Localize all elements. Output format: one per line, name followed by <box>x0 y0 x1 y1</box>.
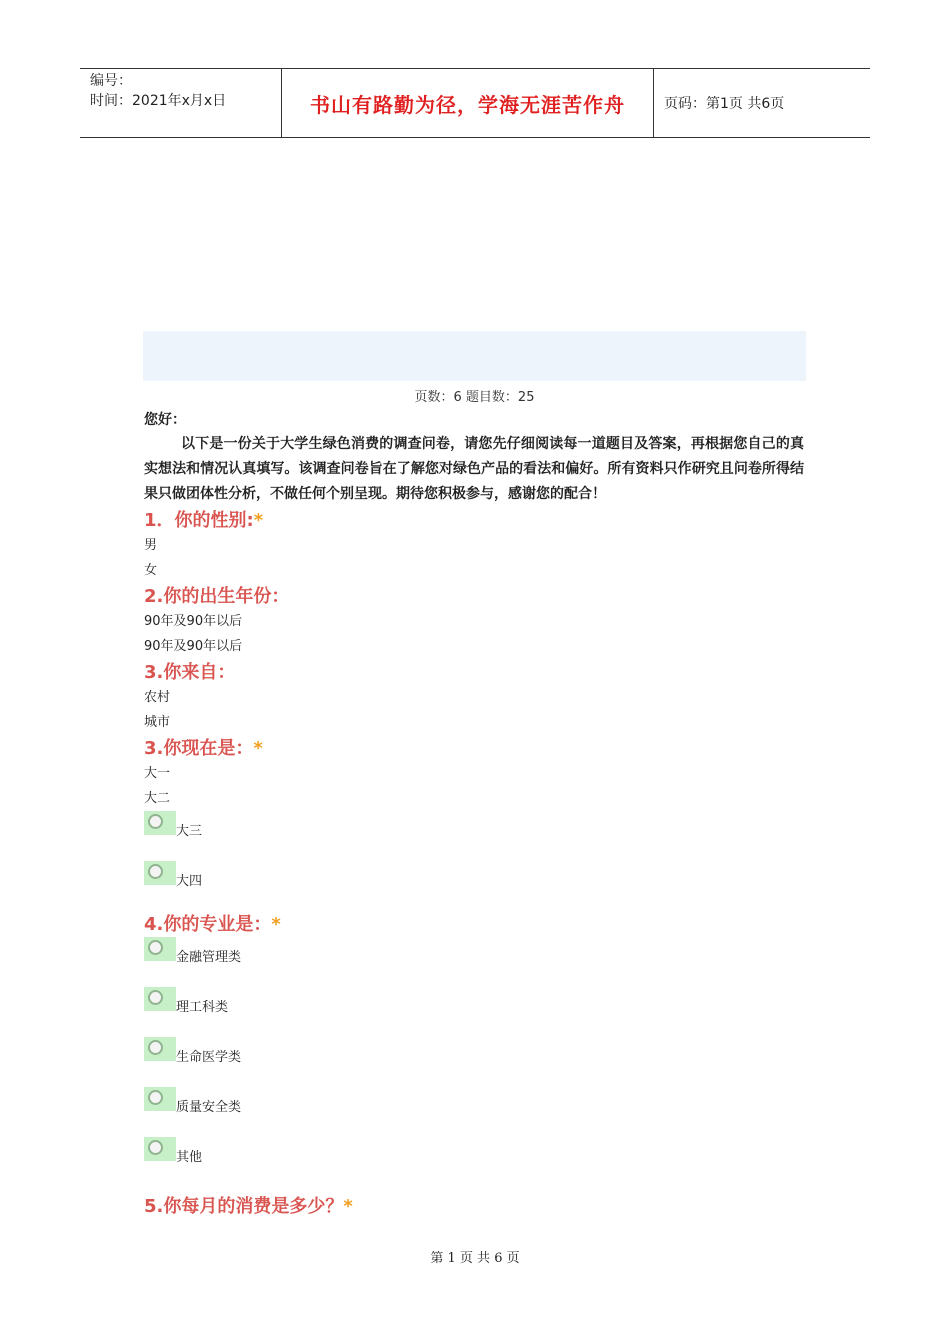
radio-option[interactable] <box>144 1037 804 1087</box>
radio-label: 生命医学类 <box>176 1050 242 1065</box>
required-star: * <box>271 914 281 935</box>
page-code: 页码：第1页 共6页 <box>664 96 785 112</box>
option-label[interactable]: 90年及90年以后 <box>144 639 243 654</box>
survey-banner <box>143 331 806 381</box>
radio-label: 质量安全类 <box>176 1100 242 1115</box>
header-info <box>80 69 282 137</box>
required-star: * <box>343 1196 353 1217</box>
question-title: 4.你的专业是：* <box>144 914 281 935</box>
option-label[interactable]: 女 <box>144 563 158 578</box>
radio-option[interactable] <box>144 811 804 861</box>
option-label[interactable]: 城市 <box>144 715 171 730</box>
radio-icon[interactable] <box>144 987 176 1011</box>
radio-label: 其他 <box>176 1150 203 1165</box>
header-page-cell <box>654 69 870 137</box>
question-title: 1．你的性别:* <box>144 510 264 531</box>
question-title: 3.你来自： <box>144 662 236 683</box>
survey-content <box>144 408 804 1219</box>
survey-meta: 页数：6 题目数：25 <box>414 390 535 405</box>
question-2 <box>144 584 804 659</box>
radio-option[interactable] <box>144 1087 804 1137</box>
required-star: * <box>253 738 263 759</box>
greeting: 您好： <box>144 412 186 428</box>
radio-option[interactable] <box>144 937 804 987</box>
radio-option[interactable] <box>144 861 804 911</box>
radio-label: 理工科类 <box>176 1000 229 1015</box>
page-header <box>80 68 870 138</box>
option-label[interactable]: 农村 <box>144 690 171 705</box>
option-label[interactable]: 大二 <box>144 791 171 806</box>
question-6 <box>144 1194 804 1219</box>
question-5 <box>144 912 804 1187</box>
radio-icon[interactable] <box>144 811 176 835</box>
page-footer: 第 1 页 共 6 页 <box>430 1251 520 1266</box>
question-title: 2.你的出生年份： <box>144 586 290 607</box>
radio-icon[interactable] <box>144 937 176 961</box>
motto: 书山有路勤为径，学海无涯苦作舟 <box>310 92 625 117</box>
radio-label: 金融管理类 <box>176 950 242 965</box>
option-label[interactable]: 大一 <box>144 766 171 781</box>
required-star: * <box>253 510 264 531</box>
radio-icon[interactable] <box>144 1037 176 1061</box>
radio-icon[interactable] <box>144 1087 176 1111</box>
radio-icon[interactable] <box>144 1137 176 1161</box>
time-label: 时间：2021年x月x日 <box>90 93 227 109</box>
intro-paragraph: 以下是一份关于大学生绿色消费的调查问卷，请您先仔细阅读每一道题目及答案，再根据您自己的真实想法和情况认真填写。该调查问卷旨在了解您对绿色产品的看法和偏好。所有资料只作研究且问卷所得结果只做团体性分析，不做任何个别呈现。期待您积极参与，感谢您的配合！ <box>144 436 804 502</box>
question-3 <box>144 660 804 735</box>
radio-label: 大三 <box>176 824 203 839</box>
radio-option[interactable] <box>144 987 804 1037</box>
option-label[interactable]: 男 <box>144 538 158 553</box>
radio-icon[interactable] <box>144 861 176 885</box>
radio-option[interactable] <box>144 1137 804 1187</box>
option-label[interactable]: 90年及90年以后 <box>144 614 243 629</box>
question-4 <box>144 736 804 911</box>
radio-label: 大四 <box>176 874 203 889</box>
question-title: 3.你现在是：* <box>144 738 263 759</box>
number-label: 编号： <box>90 73 132 89</box>
header-motto-cell <box>282 69 654 137</box>
question-title: 5.你每月的消费是多少？* <box>144 1196 353 1217</box>
question-1 <box>144 508 804 583</box>
